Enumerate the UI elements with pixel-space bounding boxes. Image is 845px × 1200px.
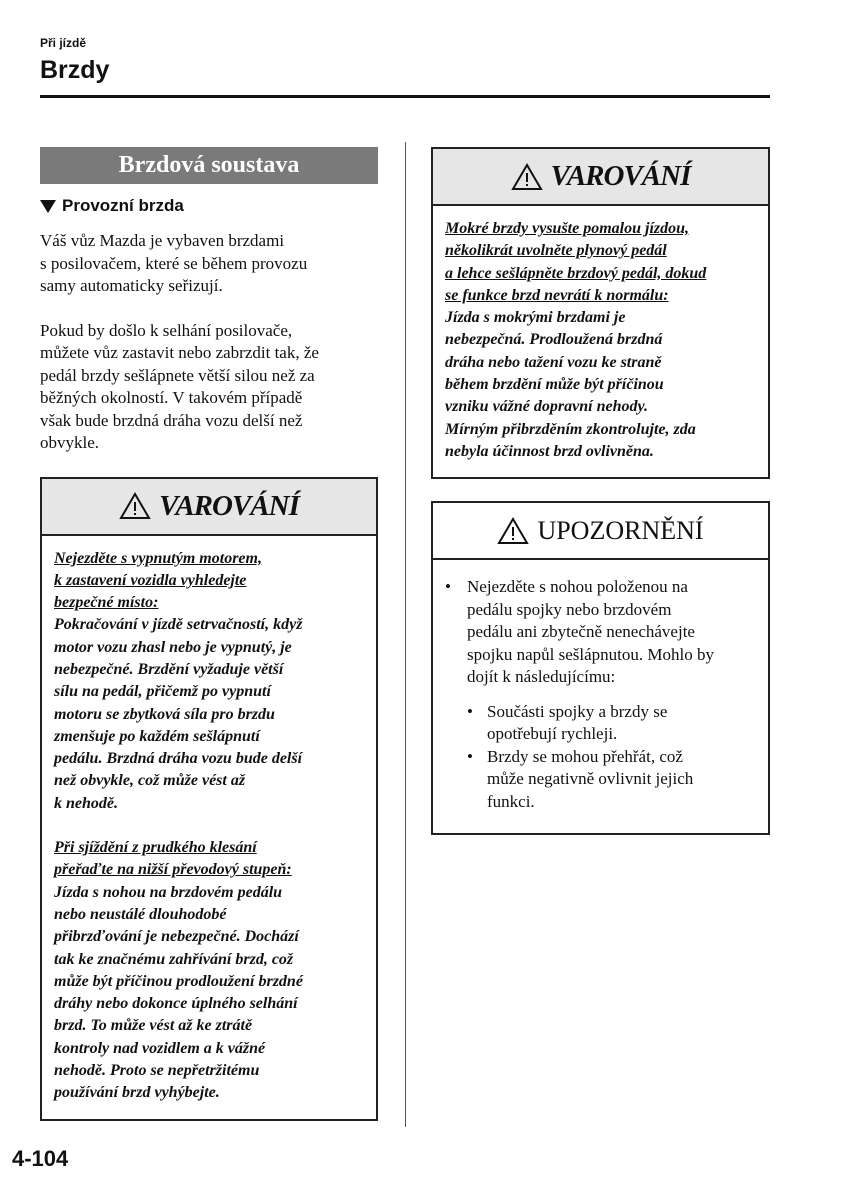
warning-line: přibrzďování je nebezpečné. Dochází bbox=[54, 928, 299, 946]
page-title: Brzdy bbox=[40, 56, 110, 84]
warning-line: k nehodě. bbox=[54, 794, 118, 812]
warning-line: motor vozu zhasl nebo je vypnutý, je bbox=[54, 638, 292, 656]
sub-item bbox=[467, 701, 756, 746]
right-column bbox=[431, 147, 770, 835]
line: obvykle. bbox=[40, 433, 100, 452]
left-column bbox=[40, 147, 378, 1121]
bullet-icon: • bbox=[467, 746, 473, 766]
warning-line: tak ke značnému zahřívání brzd, což bbox=[54, 950, 294, 968]
warning-line: nebezpečná. Prodloužená brzdná bbox=[445, 331, 663, 349]
warning-line: může být příčinou prodloužení brzdné bbox=[54, 972, 303, 990]
sub-list bbox=[445, 701, 756, 814]
subheading bbox=[40, 196, 378, 216]
line: funkci. bbox=[487, 791, 535, 811]
caution-header bbox=[433, 503, 768, 560]
warning-body bbox=[433, 206, 768, 477]
line: samy automaticky seřizují. bbox=[40, 276, 223, 295]
line: dojít k následujícímu: bbox=[467, 667, 616, 687]
warning-line: dráha nebo tažení vozu ke straně bbox=[445, 353, 662, 371]
line: Váš vůz Mazda je vybaven brzdami bbox=[40, 231, 285, 250]
warning-title: VAROVÁNÍ bbox=[550, 160, 691, 192]
warning-triangle-icon bbox=[119, 492, 151, 520]
warning-heading-line: Mokré brzdy vysušte pomalou jízdou, bbox=[445, 220, 690, 237]
warning-block-1 bbox=[54, 548, 364, 816]
line: může negativně ovlivnit jejich bbox=[487, 769, 694, 789]
warning-box-left bbox=[40, 477, 378, 1121]
warning-header bbox=[433, 149, 768, 206]
line: Brzdy se mohou přehřát, což bbox=[487, 746, 683, 766]
sub-item-text bbox=[487, 746, 693, 814]
bullet-text bbox=[467, 576, 714, 689]
warning-line: sílu na pedál, přičemž po vypnutí bbox=[54, 683, 271, 701]
warning-line: nebezpečné. Brzdění vyžaduje větší bbox=[54, 660, 284, 678]
sub-item-text bbox=[487, 701, 667, 746]
warning-heading-line: několikrát uvolněte plynový pedál bbox=[445, 242, 667, 260]
paragraph-2 bbox=[40, 320, 378, 455]
line: opotřebují rychleji. bbox=[487, 724, 618, 744]
warning-line: zmenšuje po každém sešlápnutí bbox=[54, 727, 260, 745]
section-label: Při jízdě bbox=[40, 36, 87, 50]
warning-line: kontroly nad vozidlem a k vážné bbox=[54, 1039, 266, 1057]
caution-box bbox=[431, 501, 770, 835]
line: pedál brzdy sešlápnete větší silou než za bbox=[40, 365, 315, 385]
warning-block bbox=[445, 218, 756, 463]
line: můžete vůz zastavit nebo zabrzdit tak, že bbox=[40, 343, 319, 362]
warning-line: používání brzd vyhýbejte. bbox=[54, 1084, 220, 1102]
warning-line: dráhy nebo dokonce úplného selhání bbox=[54, 995, 298, 1013]
warning-line: Jízda s nohou na brzdovém pedálu bbox=[54, 883, 283, 901]
warning-triangle-icon bbox=[511, 163, 543, 191]
warning-heading-line: Nejezděte s vypnutým motorem, bbox=[54, 549, 262, 567]
page-number: 4-104 bbox=[12, 1146, 69, 1171]
caution-body bbox=[433, 560, 768, 833]
bullet-item bbox=[445, 576, 756, 689]
warning-line: Mírným přibrzděním zkontrolujte, zda bbox=[445, 420, 696, 438]
line: spojku napůl sešlápnutou. Mohlo by bbox=[467, 644, 714, 664]
warning-body bbox=[42, 536, 376, 1119]
warning-triangle-icon bbox=[497, 517, 529, 545]
warning-block-2 bbox=[54, 837, 364, 1105]
body-text bbox=[40, 230, 378, 455]
warning-line: brzd. To může vést až ke ztrátě bbox=[54, 1017, 253, 1035]
warning-title: VAROVÁNÍ bbox=[159, 489, 299, 522]
line: pedálu ani zbytečně nenechávejte bbox=[467, 622, 695, 642]
sub-item bbox=[467, 746, 756, 814]
warning-box-right bbox=[431, 147, 770, 479]
section-title-bar: Brzdová soustava bbox=[40, 147, 378, 184]
caution-title: UPOZORNĚNÍ bbox=[537, 515, 704, 545]
line: Pokud by došlo k selhání posilovače, bbox=[40, 320, 293, 340]
warning-heading-line: a lehce sešlápněte brzdový pedál, dokud bbox=[445, 264, 707, 282]
header-rule bbox=[40, 95, 770, 98]
line: s posilovačem, které se během provozu bbox=[40, 253, 308, 273]
warning-header bbox=[42, 479, 376, 536]
column-divider bbox=[405, 142, 406, 1127]
line: pedálu spojky nebo brzdovém bbox=[467, 599, 672, 619]
warning-heading-line: přeřaďte na nižší převodový stupeň: bbox=[54, 861, 292, 879]
bullet-icon: • bbox=[445, 577, 451, 597]
line: však bude brzdná dráha vozu delší než bbox=[40, 410, 303, 430]
warning-line: nebyla účinnost brzd ovlivněna. bbox=[445, 442, 654, 460]
line: běžných okolností. V takovém případě bbox=[40, 388, 303, 407]
warning-heading-line: se funkce brzd nevrátí k normálu: bbox=[445, 286, 669, 304]
warning-line: Jízda s mokrými brzdami je bbox=[445, 309, 626, 327]
warning-line: pedálu. Brzdná dráha vozu bude delší bbox=[54, 750, 303, 768]
warning-line: nebo neustálé dlouhodobé bbox=[54, 905, 227, 923]
paragraph-1 bbox=[40, 230, 378, 298]
warning-line: motoru se zbytková síla pro brzdu bbox=[54, 705, 275, 723]
warning-heading-line: Při sjíždění z prudkého klesání bbox=[54, 839, 257, 857]
warning-line: během brzdění může být příčinou bbox=[445, 376, 664, 394]
warning-heading-line: bezpečné místo: bbox=[54, 594, 159, 612]
warning-line: než obvykle, což může vést až bbox=[54, 772, 246, 790]
line: Nejezděte s nohou položenou na bbox=[467, 577, 688, 597]
warning-heading-line: k zastavení vozidla vyhledejte bbox=[54, 571, 247, 589]
line: Součásti spojky a brzdy se bbox=[487, 701, 668, 721]
triangle-down-icon bbox=[40, 200, 56, 213]
bullet-icon: • bbox=[467, 701, 473, 721]
warning-line: Pokračování v jízdě setrvačností, když bbox=[54, 616, 303, 634]
subheading-label: Provozní brzda bbox=[62, 196, 184, 215]
warning-line: vzniku vážné dopravní nehody. bbox=[445, 398, 648, 416]
warning-line: nehodě. Proto se nepřetržitému bbox=[54, 1062, 260, 1080]
